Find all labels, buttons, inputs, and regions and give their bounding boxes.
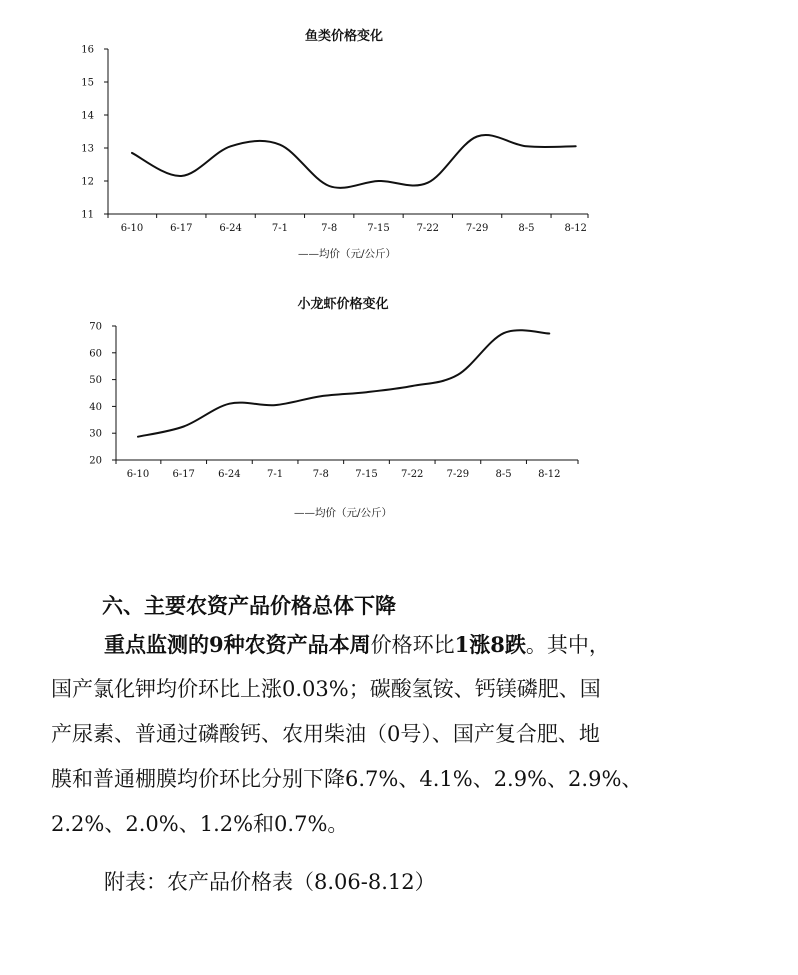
x-tick-label: 8-12 (564, 223, 587, 234)
x-tick-label: 7-1 (267, 469, 284, 480)
x-tick-label: 7-22 (416, 223, 440, 234)
y-tick-label: 11 (81, 209, 94, 221)
x-tick-label: 8-5 (518, 223, 535, 234)
x-tick-label: 6-17 (170, 223, 193, 234)
x-tick-label: 7-15 (367, 223, 390, 234)
x-tick-label: 6-24 (218, 469, 241, 480)
paragraph-line-5: 2.2%、2.0%、1.2%和0.7%。 (51, 812, 349, 836)
fish-price-chart-svg (0, 0, 798, 280)
series-line (132, 135, 576, 188)
y-tick-label: 15 (81, 77, 94, 89)
series-line (138, 330, 549, 436)
x-tick-label: 7-15 (355, 469, 378, 480)
paragraph-line-2: 国产氯化钾均价环比上涨0.03%；碳酸氢铵、钙镁磷肥、国 (51, 677, 601, 701)
y-tick-label: 30 (89, 428, 102, 440)
y-tick-label: 14 (81, 110, 94, 122)
x-tick-label: 7-29 (465, 223, 489, 234)
x-tick-label: 7-22 (400, 469, 424, 480)
x-tick-label: 6-10 (120, 223, 144, 234)
legend-label: ——均价（元/公斤） (297, 248, 397, 260)
chart-title: 鱼类价格变化 (304, 29, 384, 44)
paragraph-lead-normal: 价格环比 (370, 633, 455, 657)
x-tick-label: 7-1 (271, 223, 288, 234)
x-tick-label: 6-24 (219, 223, 242, 234)
crayfish-price-chart-svg (0, 280, 798, 540)
y-tick-label: 12 (81, 176, 94, 188)
appendix-note: 附表：农产品价格表（8.06-8.12） (104, 870, 436, 894)
paragraph-line-1 (51, 622, 751, 667)
paragraph-line-3: 产尿素、普通过磷酸钙、农用柴油（0号）、国产复合肥、地 (51, 722, 600, 746)
x-tick-label: 8-12 (538, 469, 561, 480)
x-tick-label: 6-17 (172, 469, 195, 480)
section-heading: 六、主要农资产品价格总体下降 (102, 593, 396, 618)
paragraph-line-1-tail: 。其中， (525, 633, 610, 657)
x-tick-label: 8-5 (495, 469, 512, 480)
x-tick-label: 7-8 (312, 469, 329, 480)
y-tick-label: 50 (89, 375, 102, 387)
y-tick-label: 70 (89, 321, 102, 333)
chart-title: 小龙虾价格变化 (297, 297, 389, 312)
y-tick-label: 16 (81, 44, 94, 56)
paragraph-lead-count: 1涨8跌 (454, 632, 526, 657)
x-tick-label: 6-10 (126, 469, 150, 480)
x-tick-label: 7-29 (446, 469, 470, 480)
y-tick-label: 13 (81, 143, 94, 155)
legend-label: ——均价（元/公斤） (293, 507, 393, 519)
y-tick-label: 60 (89, 348, 102, 360)
crayfish-price-chart (0, 280, 798, 540)
paragraph-lead-bold: 重点监测的9种农资产品本周 (104, 632, 371, 657)
fish-price-chart (0, 0, 798, 280)
y-tick-label: 20 (89, 455, 102, 467)
section-paragraph (51, 622, 751, 847)
x-tick-label: 7-8 (321, 223, 338, 234)
paragraph-line-4: 膜和普通棚膜均价环比分别下降6.7%、4.1%、2.9%、2.9%、 (51, 767, 643, 791)
y-tick-label: 40 (89, 401, 102, 413)
